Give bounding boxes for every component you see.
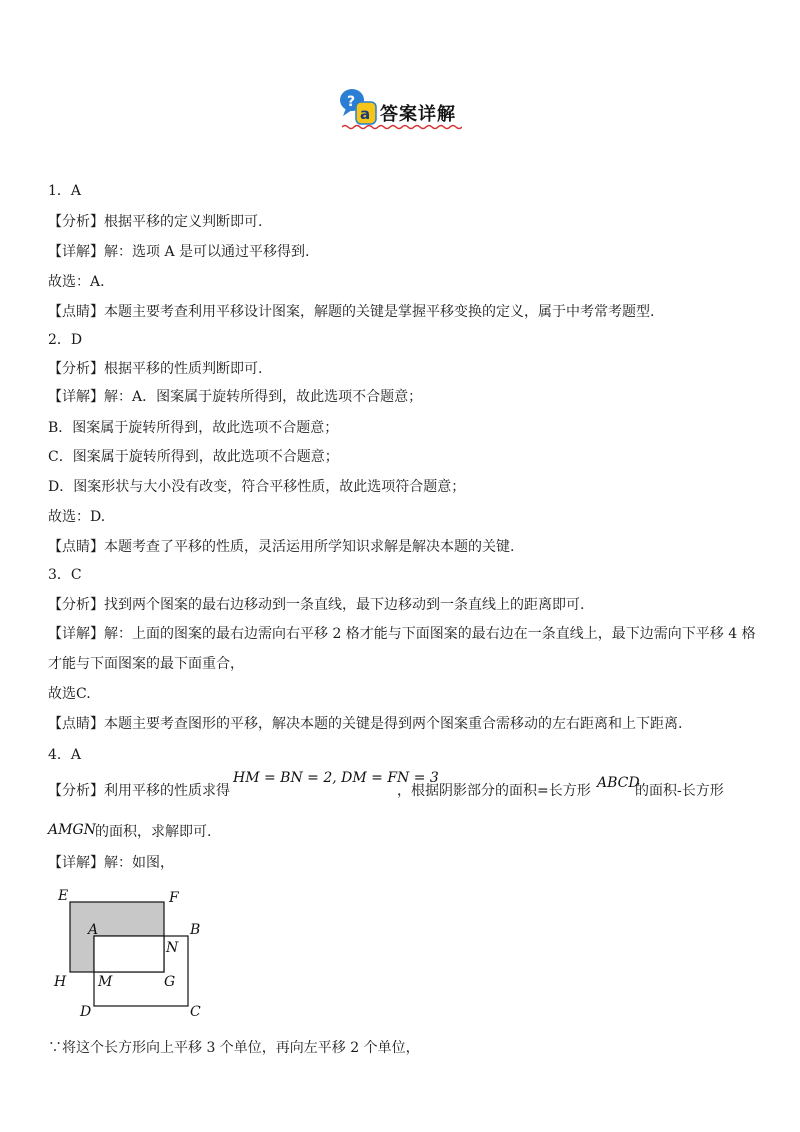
detail-4-translation: ∵将这个长方形向上平移 3 个单位，再向左平移 2 个单位，	[48, 1040, 420, 1056]
detail-2-option-d: D．图案形状与大小没有改变，符合平移性质，故此选项符合题意；	[48, 479, 466, 495]
answer-header	[338, 86, 468, 132]
rectangle-translation-figure	[52, 886, 212, 1022]
detail-2-option-c: C．图案属于旋转所得到，故此选项不合题意；	[48, 449, 339, 465]
label-e: E	[58, 888, 69, 904]
detail-2-option-b: B．图案属于旋转所得到，故此选项不合题意；	[48, 420, 339, 436]
overlap-rectangle-amgn	[94, 936, 164, 972]
comment-1: 【点睛】本题主要考查利用平移设计图案，解题的关键是掌握平移变换的定义，属于中考常考题型.	[48, 304, 655, 320]
label-c: C	[190, 1004, 201, 1020]
analysis-4-suffix: 的面积-长方形	[635, 783, 724, 799]
analysis-4-rect-abcd: ABCD	[597, 775, 640, 791]
detail-4: 【详解】解：如图，	[48, 855, 174, 871]
analysis-4-equation: HM = BN = 2, DM = FN = 3	[233, 770, 439, 786]
detail-3: 【详解】解：上面的图案的最右边需向右平移 2 格才能与下面图案的最右边在一条直线上，最下边需向下平移 4 格	[48, 626, 756, 642]
label-d: D	[80, 1004, 92, 1020]
answer-number-1: 1．A	[48, 183, 82, 199]
detail-2: 【详解】解：A．图案属于旋转所得到，故此选项不合题意；	[48, 389, 423, 405]
choice-3: 故选C.	[48, 686, 91, 702]
answer-number-2: 2．D	[48, 332, 83, 348]
label-g: G	[164, 974, 176, 990]
title-underline-wave	[342, 124, 462, 130]
answer-number-4: 4．A	[48, 747, 82, 763]
badge-question-mark: ?	[347, 94, 356, 110]
analysis-4-prefix: 【分析】利用平移的性质求得	[48, 783, 230, 799]
choice-2: 故选：D.	[48, 509, 106, 525]
analysis-3: 【分析】找到两个图案的最右边移动到一条直线，最下边移动到一条直线上的距离即可.	[48, 597, 585, 613]
badge-letter: a	[360, 105, 371, 123]
label-f: F	[169, 890, 179, 906]
answer-number-3: 3．C	[48, 567, 82, 583]
label-m: M	[98, 974, 113, 990]
analysis-1: 【分析】根据平移的定义判断即可.	[48, 214, 263, 230]
comment-2: 【点睛】本题考查了平移的性质，灵活运用所学知识求解是解决本题的关键.	[48, 539, 515, 555]
analysis-4-mid: ，根据阴影部分的面积=长方形	[397, 783, 591, 799]
label-h: H	[54, 974, 67, 990]
analysis-4-rect-amgn: AMGN	[48, 822, 96, 838]
page-title: 答案详解	[380, 104, 456, 125]
detail-1: 【详解】解：选项 A 是可以通过平移得到.	[48, 244, 310, 260]
detail-3-cont: 才能与下面图案的最下面重合，	[48, 656, 244, 672]
analysis-2: 【分析】根据平移的性质判断即可.	[48, 361, 263, 377]
label-n: N	[166, 940, 179, 956]
choice-1: 故选：A.	[48, 274, 105, 290]
label-b: B	[190, 922, 201, 938]
comment-3: 【点睛】本题主要考查图形的平移，解决本题的关键是得到两个图案重合需移动的左右距离和上下距离.	[48, 716, 683, 732]
analysis-4-end: 的面积，求解即可.	[95, 824, 212, 840]
label-a: A	[88, 922, 99, 938]
